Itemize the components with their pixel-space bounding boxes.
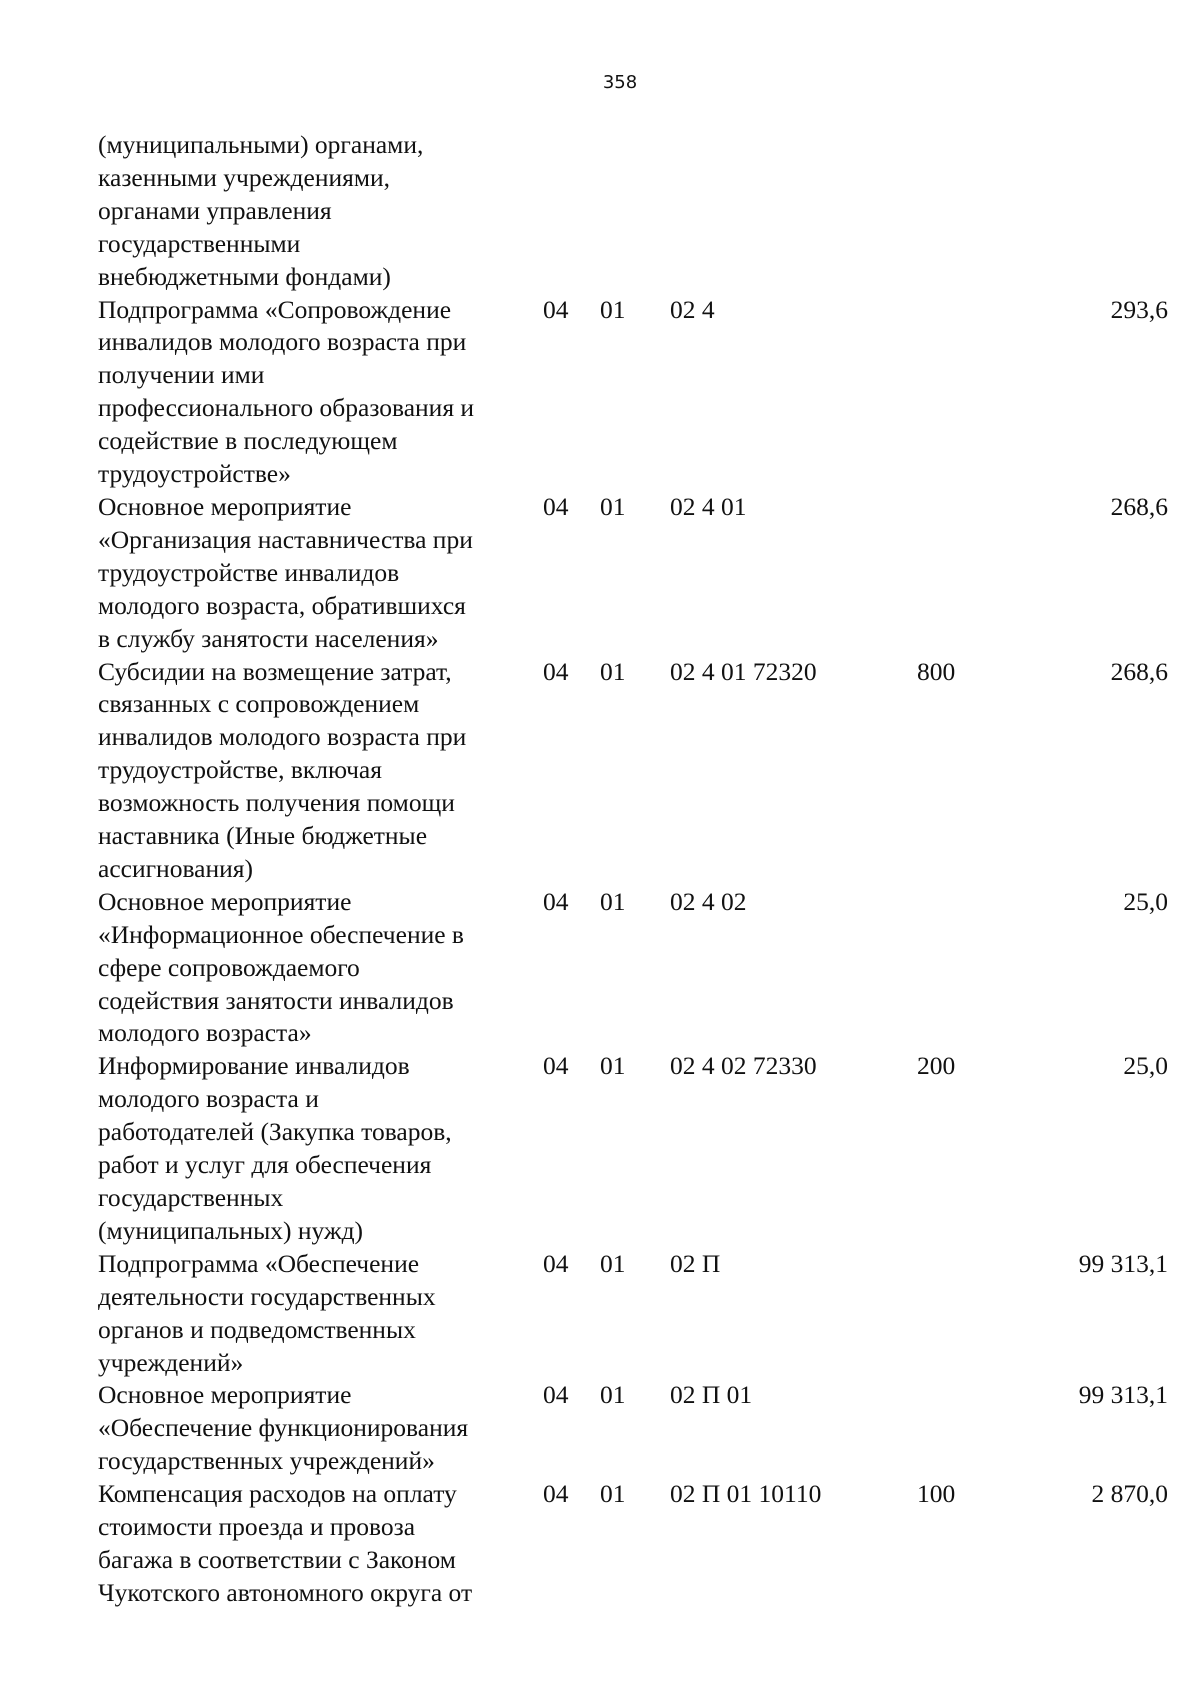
row-amount: 99 313,1 xyxy=(1078,1380,1168,1410)
table-row xyxy=(98,886,1168,1051)
row-target: 02 П 01 xyxy=(670,1380,753,1410)
table-row xyxy=(98,294,1168,491)
row-section: 04 xyxy=(543,886,569,916)
row-amount: 268,6 xyxy=(1110,491,1168,521)
row-subsection: 01 xyxy=(600,294,626,324)
row-name: Основное мероприятие «Организация наставничества при трудоустройстве инвалидов молодого возраста, обратившихся в службу занятости населения» xyxy=(98,491,473,653)
table-row xyxy=(98,1478,1168,1610)
page-number: 358 xyxy=(602,72,638,93)
row-expense-type: 100 xyxy=(917,1479,956,1509)
row-name: Подпрограмма «Обеспечение деятельности государственных органов и подведомственных учреждений» xyxy=(98,1248,436,1377)
row-amount: 25,0 xyxy=(1123,1051,1168,1081)
row-subsection: 01 xyxy=(600,491,626,521)
row-target: 02 П 01 10110 xyxy=(670,1479,822,1509)
row-section: 04 xyxy=(543,1479,569,1509)
row-section: 04 xyxy=(543,294,569,324)
row-section: 04 xyxy=(543,1380,569,1410)
row-amount: 293,6 xyxy=(1110,294,1168,324)
table-row xyxy=(98,1050,1168,1247)
row-amount: 99 313,1 xyxy=(1078,1248,1168,1278)
row-name: (муниципальными) органами, казенными учреждениями, органами управления государственными внебюджетными фондами) xyxy=(98,130,424,291)
table-row xyxy=(98,129,1168,294)
row-section: 04 xyxy=(543,491,569,521)
row-target: 02 4 02 xyxy=(670,886,747,916)
row-name: Информирование инвалидов молодого возраста и работодателей (Закупка товаров, работ и услуг для обеспечения государственных (муниципальных) нужд) xyxy=(98,1051,452,1245)
row-target: 02 4 01 xyxy=(670,491,747,521)
row-subsection: 01 xyxy=(600,1380,626,1410)
row-amount: 2 870,0 xyxy=(1091,1479,1168,1509)
row-expense-type: 200 xyxy=(917,1051,956,1081)
row-target: 02 П xyxy=(670,1248,721,1278)
row-amount: 268,6 xyxy=(1110,656,1168,686)
table-row xyxy=(98,1248,1168,1380)
row-section: 04 xyxy=(543,1051,569,1081)
row-expense-type: 800 xyxy=(917,656,956,686)
row-section: 04 xyxy=(543,1248,569,1278)
row-subsection: 01 xyxy=(600,656,626,686)
row-amount: 25,0 xyxy=(1123,886,1168,916)
row-section: 04 xyxy=(543,656,569,686)
row-name: Основное мероприятие «Информационное обеспечение в сфере сопровождаемого содействия занятости инвалидов молодого возраста» xyxy=(98,886,464,1048)
row-target: 02 4 xyxy=(670,294,715,324)
table-row xyxy=(98,491,1168,656)
row-subsection: 01 xyxy=(600,886,626,916)
row-name: Компенсация расходов на оплату стоимости проезда и провоза багажа в соответствии с Законом Чукотского автономного округа от xyxy=(98,1479,473,1607)
table-row xyxy=(98,1379,1168,1478)
budget-table xyxy=(98,129,1168,1610)
row-name: Подпрограмма «Сопровождение инвалидов молодого возраста при получении ими профессионального образования и содействие в последующем трудоустройстве» xyxy=(98,294,475,489)
row-subsection: 01 xyxy=(600,1479,626,1509)
row-name: Субсидии на возмещение затрат, связанных с сопровождением инвалидов молодого возраста при трудоустройстве, включая возможность получения помощи наставника (Иные бюджетные ассигнования) xyxy=(98,656,467,883)
row-subsection: 01 xyxy=(600,1051,626,1081)
row-target: 02 4 01 72320 xyxy=(670,656,817,686)
table-row xyxy=(98,656,1168,886)
row-name: Основное мероприятие «Обеспечение функционирования государственных учреждений» xyxy=(98,1380,469,1476)
row-target: 02 4 02 72330 xyxy=(670,1051,817,1081)
row-subsection: 01 xyxy=(600,1248,626,1278)
